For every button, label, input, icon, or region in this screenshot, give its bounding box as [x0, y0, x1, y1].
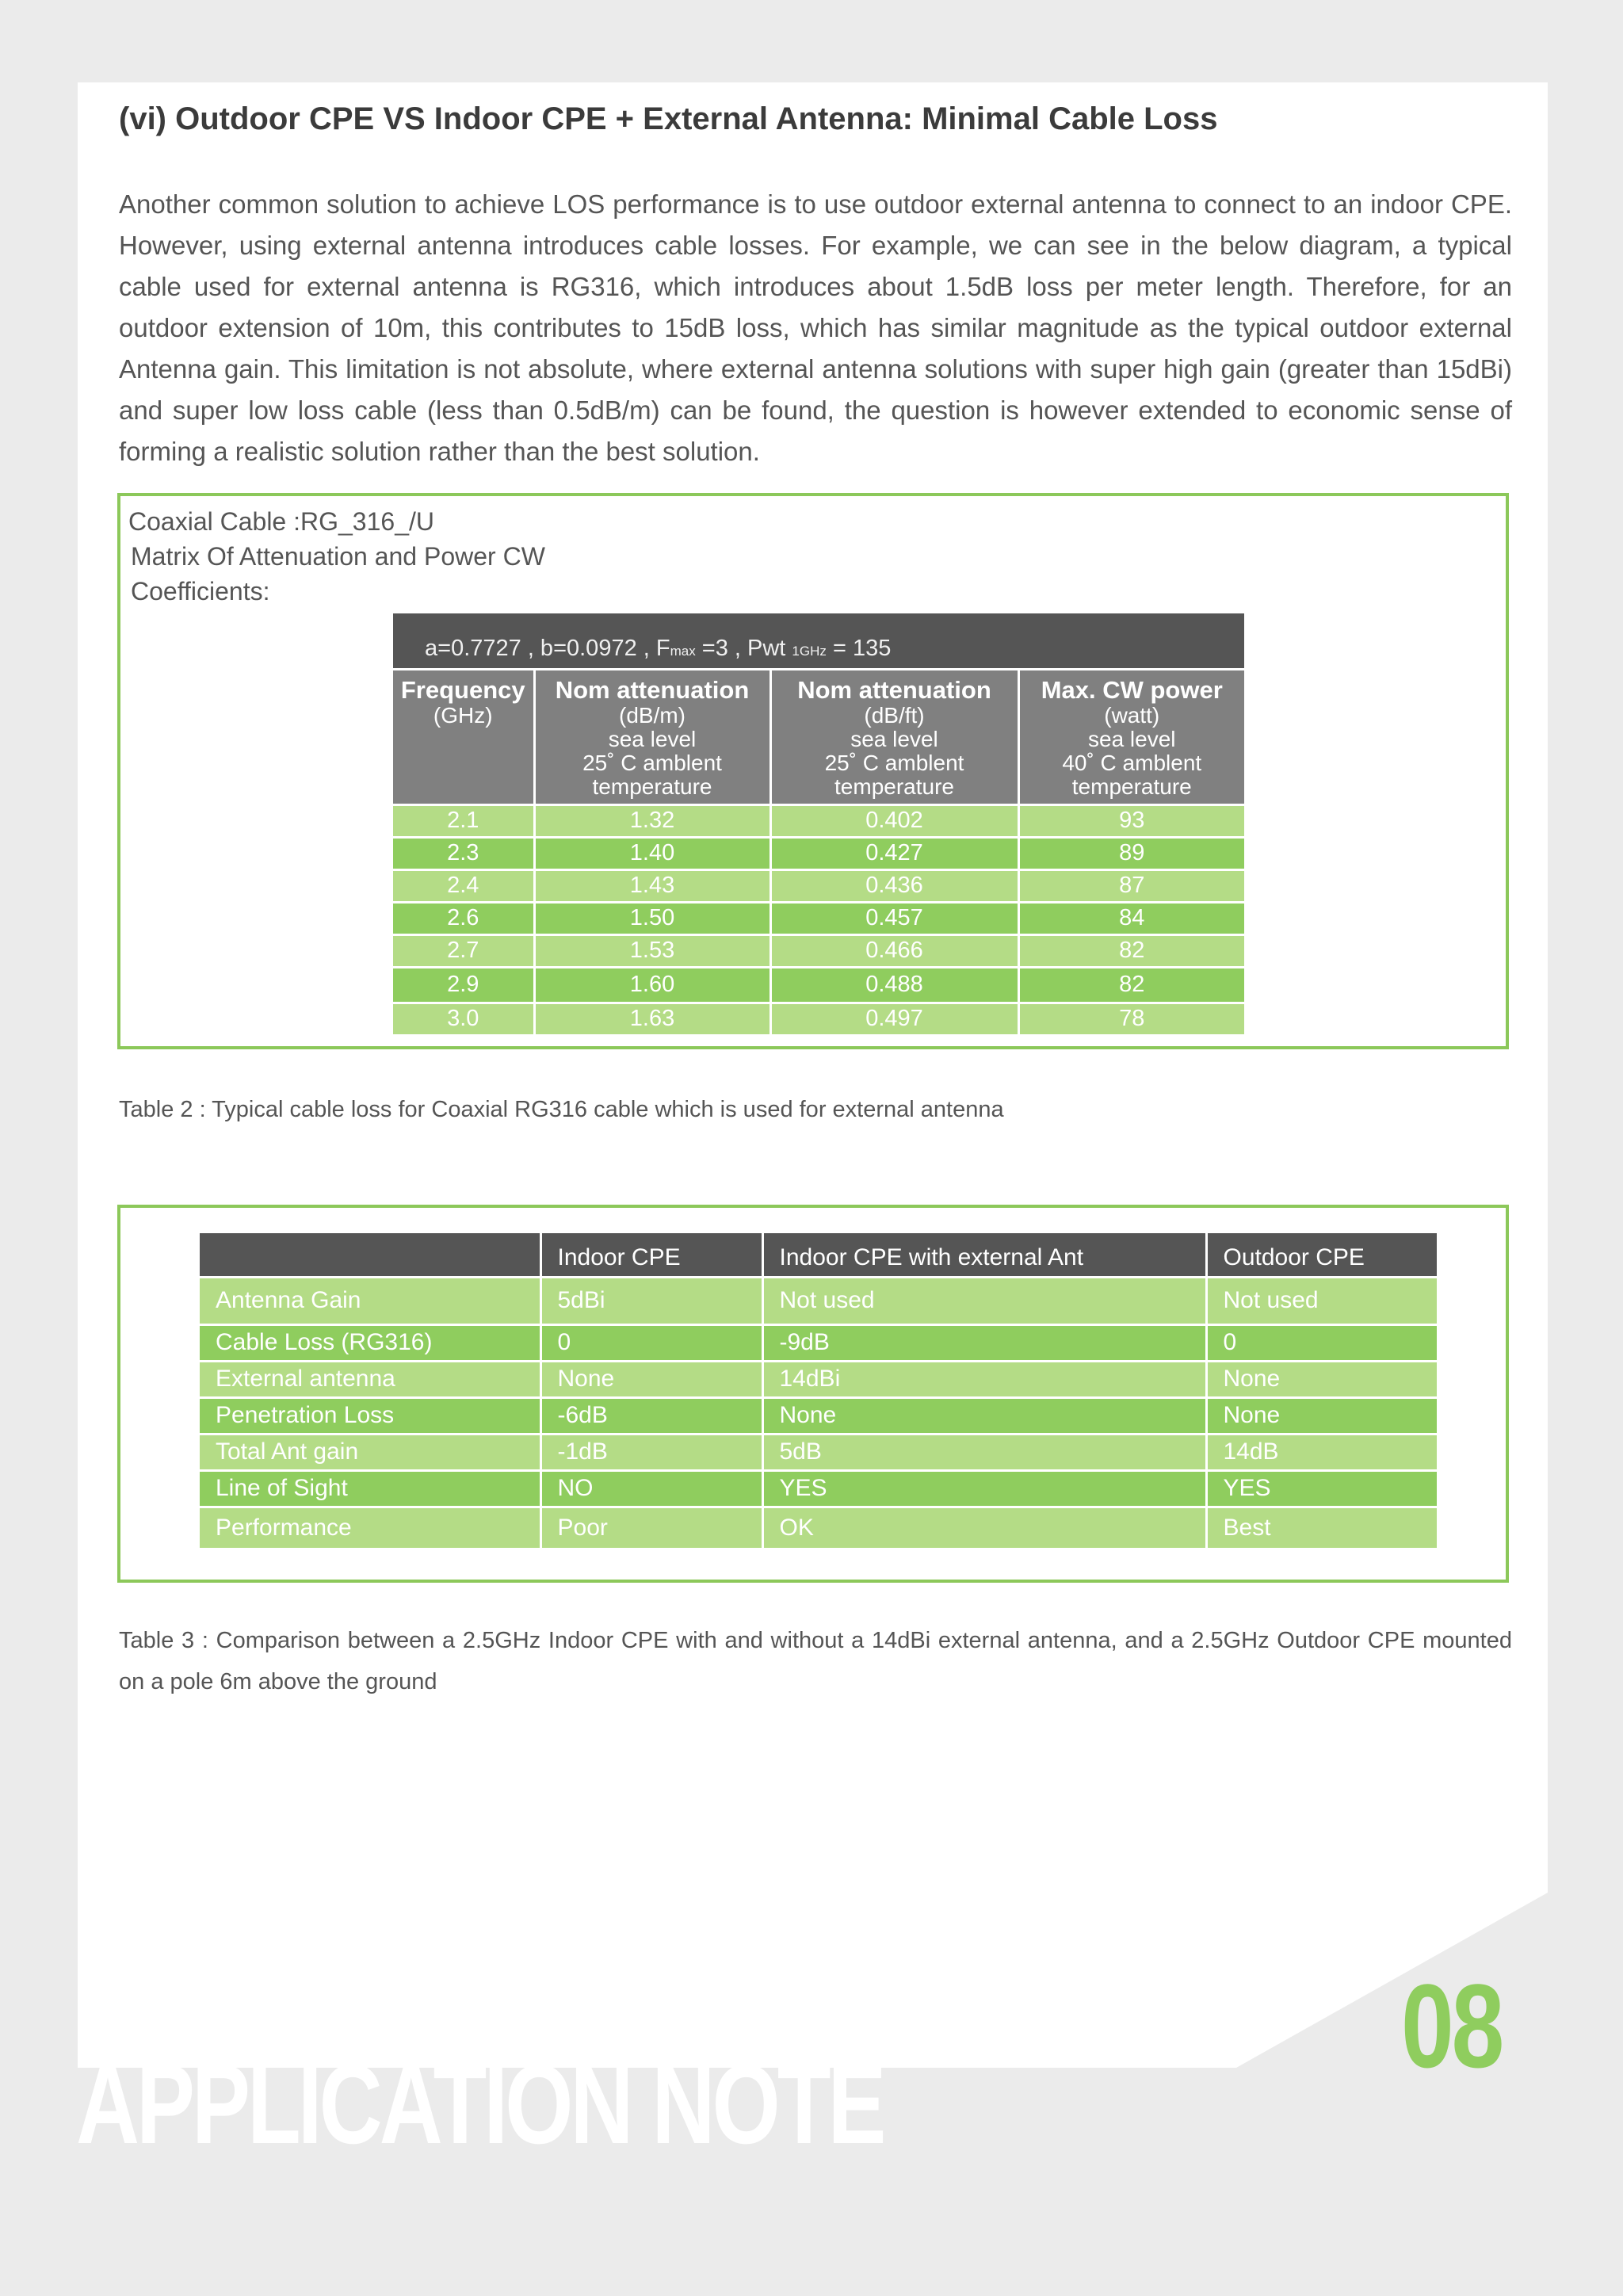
cable-attenuation-table — [393, 613, 1244, 1034]
table2-caption: Table 2 : Typical cable loss for Coaxial RG316 cable which is used for external antenna — [119, 1097, 1004, 1122]
header-atten-dbm-detail: (dB/m) sea level 25˚ C amblent temperature — [582, 702, 722, 799]
cell-indoor: None — [540, 1361, 762, 1397]
coef-fmax-sub: max — [670, 643, 696, 659]
row-label: Line of Sight — [200, 1470, 540, 1507]
header-cw-power-title: Max. CW power — [1041, 675, 1223, 704]
header-atten-dbft-title: Nom attenuation — [797, 675, 991, 704]
cell-atten-dbm: 1.43 — [534, 869, 770, 902]
cell-atten-dbft: 0.402 — [770, 804, 1018, 837]
table3-caption: Table 3 : Comparison between a 2.5GHz Indoor CPE with and without a 14dBi external antenna, and a 2.5GHz Outdoor CPE mounted on a pole 6m above the ground — [119, 1628, 1512, 1694]
table-row — [200, 1361, 1437, 1397]
coefficients-row — [393, 613, 1244, 669]
cell-atten-dbm: 1.40 — [534, 837, 770, 869]
cell-indoor-ext: -9dB — [762, 1324, 1206, 1361]
cell-outdoor: Not used — [1206, 1277, 1437, 1324]
cell-indoor: -6dB — [540, 1397, 762, 1434]
cell-frequency: 3.0 — [393, 1003, 534, 1034]
cell-atten-dbm: 1.32 — [534, 804, 770, 837]
row-label: External antenna — [200, 1361, 540, 1397]
header-atten-dbm — [534, 669, 770, 804]
page-number: 08 — [1401, 1959, 1503, 2092]
table-row — [393, 1003, 1244, 1034]
header-outdoor-cpe: Outdoor CPE — [1206, 1233, 1437, 1277]
header-cw-power — [1018, 669, 1244, 804]
cell-frequency: 2.9 — [393, 967, 534, 1003]
table-row — [200, 1397, 1437, 1434]
cell-atten-dbft: 0.427 — [770, 837, 1018, 869]
header-blank — [200, 1233, 540, 1277]
table-row — [200, 1434, 1437, 1470]
body-paragraph: Another common solution to achieve LOS performance is to use outdoor external antenna to connect to an indoor CPE. However, using external antenna introduces cable losses. For example, we can see in the below diagram, a typical cable used for external antenna is RG316, which introduces about 1.5dB loss per meter length. Therefore, for an outdoor extension of 10m, this contributes to 15dB loss, which has similar magnitude as the typical outdoor external Antenna gain. This limitation is not absolute, where external antenna solutions with super high gain (greater than 15dBi) and super low loss cable (less than 0.5dB/m) can be found, the question is however extended to economic sense of forming a realistic solution rather than the best solution. — [119, 189, 1512, 466]
header-frequency-unit: (GHz) — [433, 702, 493, 728]
header-atten-dbft-detail: (dB/ft) sea level 25˚ C amblent temperature — [824, 702, 964, 799]
matrix-title: Matrix Of Attenuation and Power CW — [131, 542, 545, 571]
header-frequency — [393, 669, 534, 804]
cell-outdoor: 0 — [1206, 1324, 1437, 1361]
coef-suffix: = 135 — [826, 635, 892, 661]
coef-mid: =3 , Pwt — [695, 635, 792, 661]
cell-atten-dbm: 1.60 — [534, 967, 770, 1003]
cell-cw-power: 84 — [1018, 902, 1244, 934]
cell-indoor-ext: None — [762, 1397, 1206, 1434]
row-label: Performance — [200, 1507, 540, 1548]
row-label: Penetration Loss — [200, 1397, 540, 1434]
coefficients-cell — [393, 613, 1244, 669]
cell-indoor-ext: YES — [762, 1470, 1206, 1507]
table-row — [393, 934, 1244, 967]
table-row — [393, 869, 1244, 902]
cable-spec-box — [117, 493, 1509, 1049]
coefficients-label: Coefficients: — [131, 577, 270, 606]
row-label: Cable Loss (RG316) — [200, 1324, 540, 1361]
cell-cw-power: 78 — [1018, 1003, 1244, 1034]
cell-indoor: 5dBi — [540, 1277, 762, 1324]
comparison-box — [117, 1205, 1509, 1583]
header-cw-power-detail: (watt) sea level 40˚ C amblent temperature — [1062, 702, 1202, 799]
row-label: Total Ant gain — [200, 1434, 540, 1470]
cell-atten-dbft: 0.436 — [770, 869, 1018, 902]
table-row — [393, 837, 1244, 869]
comparison-table — [200, 1233, 1437, 1548]
cell-atten-dbm: 1.50 — [534, 902, 770, 934]
cell-cw-power: 82 — [1018, 934, 1244, 967]
cell-cw-power: 87 — [1018, 869, 1244, 902]
table-row — [393, 804, 1244, 837]
header-indoor-ext-ant: Indoor CPE with external Ant — [762, 1233, 1206, 1277]
header-atten-dbm-title: Nom attenuation — [555, 675, 750, 704]
cell-outdoor: None — [1206, 1397, 1437, 1434]
table-row — [393, 967, 1244, 1003]
cell-frequency: 2.3 — [393, 837, 534, 869]
table-row — [200, 1324, 1437, 1361]
header-indoor-cpe: Indoor CPE — [540, 1233, 762, 1277]
cell-cw-power: 89 — [1018, 837, 1244, 869]
application-note-watermark: APPLICATION NOTE — [76, 2042, 884, 2168]
comparison-header — [200, 1233, 1437, 1277]
cell-outdoor: Best — [1206, 1507, 1437, 1548]
table-row — [200, 1470, 1437, 1507]
table-row — [200, 1507, 1437, 1548]
cable-name: Coaxial Cable :RG_316_/U — [128, 507, 434, 536]
table-row — [393, 902, 1244, 934]
cell-atten-dbm: 1.53 — [534, 934, 770, 967]
cell-frequency: 2.1 — [393, 804, 534, 837]
cell-indoor-ext: 5dB — [762, 1434, 1206, 1470]
cell-atten-dbm: 1.63 — [534, 1003, 770, 1034]
row-label: Antenna Gain — [200, 1277, 540, 1324]
cell-indoor-ext: OK — [762, 1507, 1206, 1548]
cable-table-header — [393, 669, 1244, 804]
cell-atten-dbft: 0.497 — [770, 1003, 1018, 1034]
cell-frequency: 2.6 — [393, 902, 534, 934]
cell-indoor: -1dB — [540, 1434, 762, 1470]
cell-indoor-ext: 14dBi — [762, 1361, 1206, 1397]
cell-outdoor: None — [1206, 1361, 1437, 1397]
cell-indoor: NO — [540, 1470, 762, 1507]
section-heading: (vi) Outdoor CPE VS Indoor CPE + External Antenna: Minimal Cable Loss — [119, 101, 1218, 136]
cell-atten-dbft: 0.488 — [770, 967, 1018, 1003]
cell-atten-dbft: 0.457 — [770, 902, 1018, 934]
cell-frequency: 2.7 — [393, 934, 534, 967]
cell-cw-power: 82 — [1018, 967, 1244, 1003]
cable-spec-title — [128, 504, 545, 609]
coef-pwt-sub: 1GHz — [792, 643, 827, 659]
cell-outdoor: YES — [1206, 1470, 1437, 1507]
cell-indoor: Poor — [540, 1507, 762, 1548]
cell-atten-dbft: 0.466 — [770, 934, 1018, 967]
cell-indoor-ext: Not used — [762, 1277, 1206, 1324]
cell-frequency: 2.4 — [393, 869, 534, 902]
cell-outdoor: 14dB — [1206, 1434, 1437, 1470]
header-frequency-title: Frequency — [400, 675, 525, 704]
cell-indoor: 0 — [540, 1324, 762, 1361]
table-row — [200, 1277, 1437, 1324]
header-atten-dbft — [770, 669, 1018, 804]
cell-cw-power: 93 — [1018, 804, 1244, 837]
coef-prefix: a=0.7727 , b=0.0972 , F — [425, 635, 670, 661]
